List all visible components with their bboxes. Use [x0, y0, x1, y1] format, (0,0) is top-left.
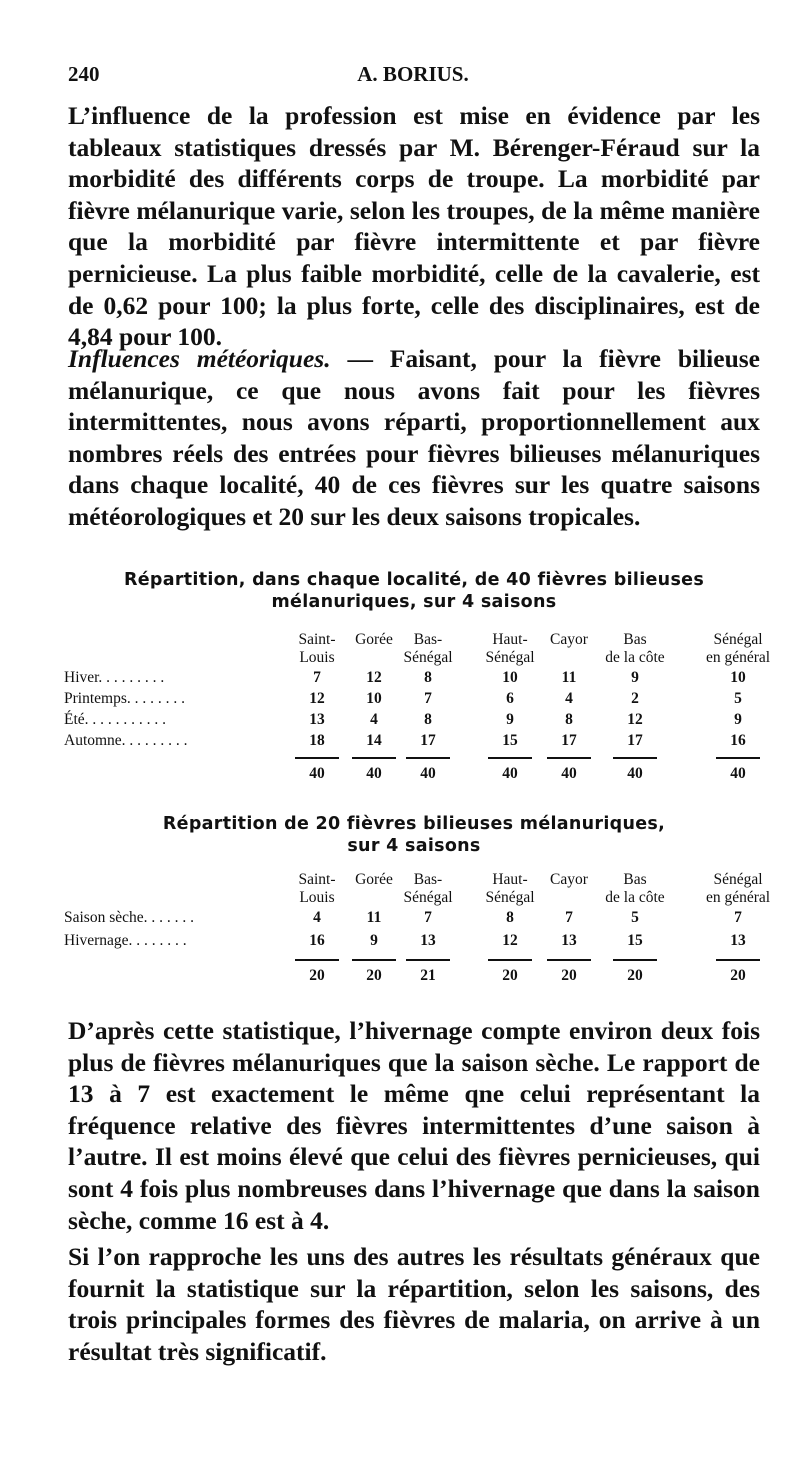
paragraph-1: L’influence de la profession est mise en évidence par les tableaux statistiques dressés par M. Bérenger-Féraud sur la morbidité des différents corps de troupe. La morbidité par fièvre mélanurique varie, selon les troupes, de la même manière que la morbidité par fièvre intermittente et par fièvre pernicieuse. La plus faible morbidité, celle de la cavalerie, est de 0,62 pour 100; la plus forte, celle des disciplinaires, est de 4,84 pour 100. — [68, 101, 760, 352]
table2-cell: 5 — [631, 909, 639, 926]
table2-cell: 11 — [366, 909, 382, 926]
paragraph-3: D’après cette statistique, l’hivernage compte environ deux fois plus de fièvres mélanuriques que la saison sèche. Le rapport de 13 à 7 est exactement le même qne celui représentant la fréquence relative des fièvres intermittentes d’une saison à l’autre. Il est moins élevé que celui des fièvres pernicieuses, qui sont 4 fois plus nombreuses dans l’hivernage que dans la saison sèche, comme 16 est à 4. — [68, 1016, 760, 1235]
table1 — [64, 631, 774, 791]
table2-row — [64, 932, 774, 953]
page-header — [68, 62, 758, 92]
table1-cell: 14 — [366, 732, 382, 749]
table1-row-label: Été. . . . . . . . . . . — [64, 711, 167, 728]
table1-total-rule — [295, 757, 339, 759]
table1-total: 40 — [502, 765, 518, 782]
table2-cell: 7 — [734, 909, 742, 926]
table2-col-header-line1: Bas — [623, 871, 647, 888]
table1-total: 40 — [309, 765, 325, 782]
table2-col-header — [383, 871, 473, 907]
table2-cell: 13 — [561, 932, 577, 949]
table1-cell: 9 — [506, 711, 514, 728]
table2-col-header-line2: Louis — [299, 889, 335, 906]
table2-cell: 12 — [502, 932, 518, 949]
paragraph-2 — [68, 343, 760, 533]
table1-cell: 12 — [627, 711, 643, 728]
table1-cell: 12 — [309, 690, 325, 707]
table1-cell: 9 — [734, 711, 742, 728]
table1-cell: 11 — [561, 669, 577, 686]
table1-total-rule — [716, 757, 760, 759]
table1-row — [64, 732, 774, 753]
table2-total-rule — [716, 959, 760, 961]
table2-total: 20 — [309, 967, 325, 984]
table2-col-header-line2: Sénégal — [403, 889, 453, 906]
table1-col-header — [590, 631, 680, 667]
table1-cell: 15 — [502, 732, 518, 749]
table2-col-header — [590, 871, 680, 907]
table2-total-rule — [547, 959, 591, 961]
table2-total: 20 — [502, 967, 518, 984]
table2-header-row — [64, 871, 774, 909]
table2-cell: 16 — [309, 932, 325, 949]
table2-total: 21 — [420, 967, 436, 984]
table2-cell: 13 — [420, 932, 436, 949]
table1-cell: 16 — [730, 732, 746, 749]
table1-col-header-line2: en général — [705, 649, 771, 666]
table1-cell: 9 — [631, 669, 639, 686]
table1-cell: 7 — [313, 669, 321, 686]
table1-col-header — [383, 631, 473, 667]
table2-total-rule — [488, 959, 532, 961]
table2-col-header-line1: Sénégal — [713, 871, 763, 888]
table1-row — [64, 711, 774, 732]
table2-cell: 9 — [370, 932, 378, 949]
table1-col-header-line1: Cayor — [550, 631, 588, 648]
table1-col-header-line2: Sénégal — [485, 649, 535, 666]
table2-col-header — [693, 871, 783, 907]
table1-total: 40 — [730, 765, 746, 782]
table2-total-rule — [295, 959, 339, 961]
section-heading-italic: Influences météoriques. — [68, 344, 331, 373]
table2-col-header-line1: Haut- — [492, 871, 528, 888]
table1-cell: 17 — [420, 732, 436, 749]
table1-cell: 2 — [631, 690, 639, 707]
table2-cell: 4 — [313, 909, 321, 926]
table1-total: 40 — [561, 765, 577, 782]
table1-total-rule — [613, 757, 657, 759]
page-number: 240 — [68, 62, 100, 86]
table1-col-header-line2: Sénégal — [403, 649, 453, 666]
table1-total: 40 — [627, 765, 643, 782]
table2-total: 20 — [366, 967, 382, 984]
table2-col-header-line2: Sénégal — [485, 889, 535, 906]
running-title: A. BORIUS. — [357, 62, 469, 86]
table1-col-header-line1: Bas — [623, 631, 647, 648]
table2-col-header-line1: Bas- — [413, 871, 443, 888]
table1-col-header-line1: Bas- — [413, 631, 443, 648]
table2-cell: 13 — [730, 932, 746, 949]
table2-row-label: Hivernage. . . . . . . . — [64, 932, 187, 949]
table2-col-header-line2: en général — [705, 889, 771, 906]
table2-col-header-line1: Cayor — [550, 871, 588, 888]
table2-cell: 7 — [565, 909, 573, 926]
table2-total-rule — [613, 959, 657, 961]
table1-cell: 8 — [424, 669, 432, 686]
table2-row — [64, 909, 774, 930]
table1-title-line2: mélanuriques, sur 4 saisons — [271, 592, 557, 612]
table1-cell: 6 — [506, 690, 514, 707]
table1-col-header-line2: Louis — [299, 649, 335, 666]
paragraph-4: Si l’on rapproche les uns des autres les résultats généraux que fournit la statistique sur la répartition, selon les saisons, des trois principales formes des fièvres de malaria, on arrive à un résultat très significatif. — [68, 1242, 760, 1366]
table1-cell: 8 — [565, 711, 573, 728]
table1-row — [64, 669, 774, 690]
table2-cell: 8 — [506, 909, 514, 926]
table2-col-header-line1: Gorée — [355, 871, 393, 888]
table1-cell: 13 — [309, 711, 325, 728]
table1-cell: 4 — [565, 690, 573, 707]
table1-row-label: Printemps. . . . . . . . — [64, 690, 185, 707]
table2-title — [68, 813, 760, 857]
table1-col-header-line2: de la côte — [605, 649, 665, 666]
table1-row-label: Hiver. . . . . . . . . — [64, 669, 165, 686]
table1-title — [68, 569, 760, 613]
table1-row-label: Automne. . . . . . . . . — [64, 732, 188, 749]
table1-header-row — [64, 631, 774, 669]
table1-cell: 10 — [366, 690, 382, 707]
table1-total-rule — [488, 757, 532, 759]
paragraph-2-text: — Faisant, pour la fièvre bilieuse mélanurique, ce que nous avons fait pour les fièvres intermittentes, nous avons réparti, proportionnellement aux nombres réels des entrées pour fièvres bilieuses mélanuriques dans chaque localité, 40 de ces fièvres sur les quatre saisons météorologiques et 20 sur les deux saisons tropicales. — [68, 344, 761, 531]
table2-col-header-line1: Saint- — [298, 871, 336, 888]
table1-col-header-line1: Gorée — [355, 631, 393, 648]
table1-col-header-line1: Sénégal — [713, 631, 763, 648]
table1-cell: 18 — [309, 732, 325, 749]
table2 — [64, 871, 774, 986]
table1-cell: 17 — [627, 732, 643, 749]
table1-total: 40 — [420, 765, 436, 782]
table2-title-line2: sur 4 saisons — [347, 836, 481, 856]
table1-total: 40 — [366, 765, 382, 782]
table1-cell: 10 — [730, 669, 746, 686]
table2-total-rule — [406, 959, 450, 961]
table1-cell: 8 — [424, 711, 432, 728]
table2-title-line1: Répartition de 20 fièvres bilieuses mélanuriques, — [162, 814, 666, 834]
table2-total: 20 — [730, 967, 746, 984]
table2-row-label: Saison sèche. . . . . . . — [64, 909, 195, 926]
table1-cell: 12 — [366, 669, 382, 686]
table1-row — [64, 690, 774, 711]
table1-cell: 5 — [734, 690, 742, 707]
table1-total-rule — [352, 757, 396, 759]
table1-total-rule — [406, 757, 450, 759]
table1-cell: 17 — [561, 732, 577, 749]
table1-col-header-line1: Saint- — [298, 631, 336, 648]
table2-total-rule — [352, 959, 396, 961]
table1-cell: 10 — [502, 669, 518, 686]
table2-cell: 7 — [424, 909, 432, 926]
table2-total: 20 — [561, 967, 577, 984]
table1-col-header-line1: Haut- — [492, 631, 528, 648]
table1-total-rule — [547, 757, 591, 759]
table2-cell: 15 — [627, 932, 643, 949]
table1-col-header — [693, 631, 783, 667]
table1-cell: 7 — [424, 690, 432, 707]
table2-col-header-line2: de la côte — [605, 889, 665, 906]
table1-title-line1: Répartition, dans chaque localité, de 40 fièvres bilieuses — [123, 570, 705, 590]
table1-cell: 4 — [370, 711, 378, 728]
table2-total: 20 — [627, 967, 643, 984]
